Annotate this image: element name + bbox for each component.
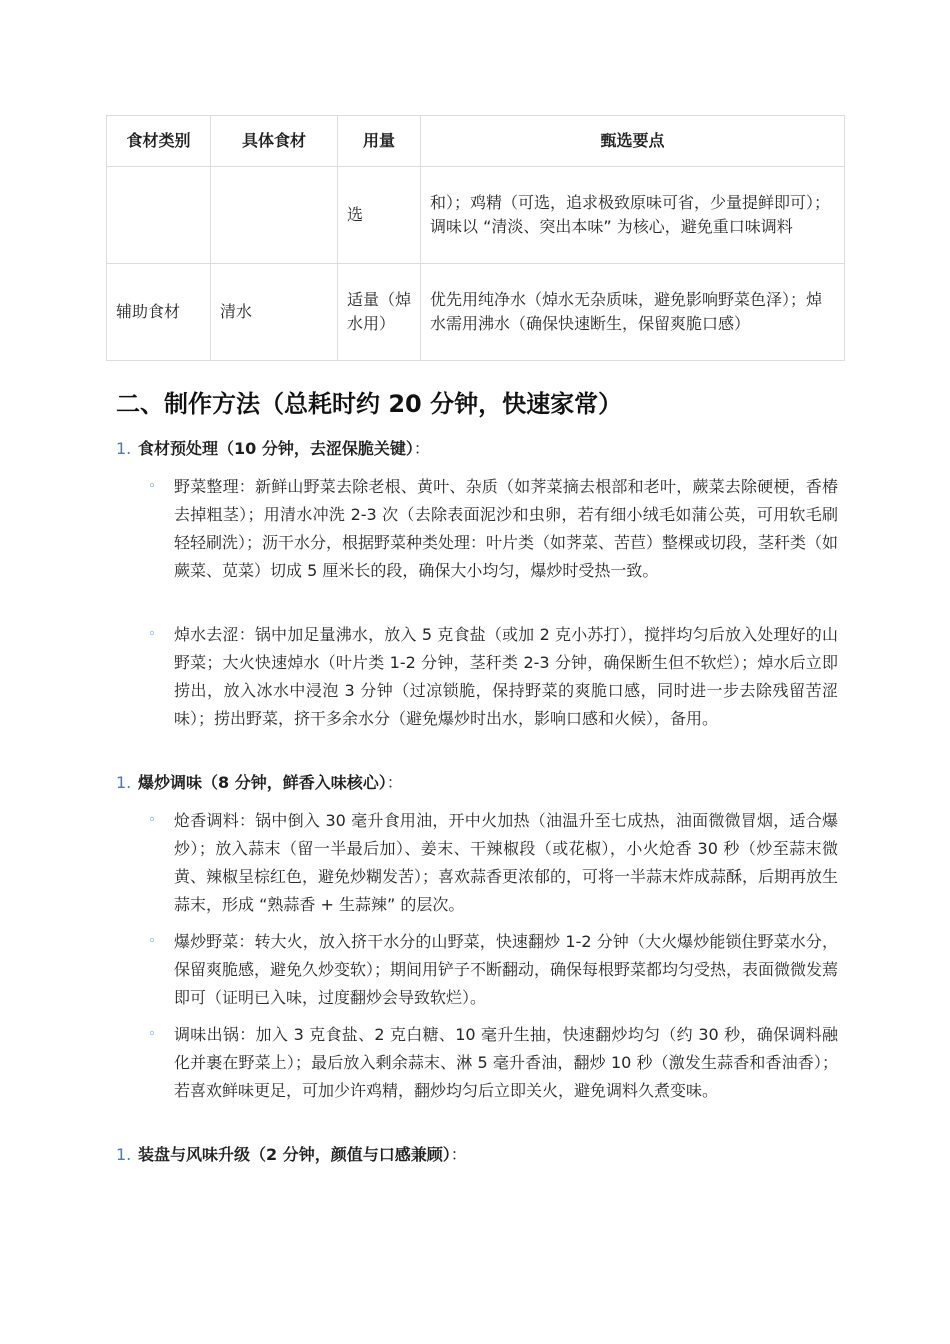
- cell-notes: 和）；鸡精（可选，追求极致原味可省，少量提鲜即可）；调味以 “清淡、突出本味” 为核心，避免重口味调料: [421, 167, 845, 264]
- cell-amount: 选: [338, 167, 421, 264]
- list-item: [148, 807, 838, 919]
- cell-item: [211, 167, 338, 264]
- circle-bullet-icon: ◦: [148, 479, 156, 494]
- step-number: 1.: [116, 773, 132, 792]
- list-item: [148, 928, 838, 1012]
- table-row: [107, 264, 845, 361]
- table-row: [107, 167, 845, 264]
- step-heading: [116, 1143, 467, 1167]
- step-colon: ：: [413, 439, 430, 458]
- header-notes: 甄选要点: [421, 116, 845, 167]
- circle-bullet-icon: ◦: [148, 627, 156, 642]
- cell-category: [107, 167, 211, 264]
- step-number: 1.: [116, 439, 132, 458]
- header-category: 食材类别: [107, 116, 211, 167]
- circle-bullet-icon: ◦: [148, 813, 156, 828]
- list-item-text: 爆炒野菜：转大火，放入挤干水分的山野菜，快速翻炒 1-2 分钟（大火爆炒能锁住野菜水分，保留爽脆感，避免久炒变软）；期间用铲子不断翻动，确保每根野菜都均匀受热，表面微微发蔫即可（证明已入味，过度翻炒会导致软烂）。: [174, 932, 839, 1007]
- list-item-text: 调味出锅：加入 3 克食盐、2 克白糖、10 毫升生抽，快速翻炒均匀（约 30 秒，确保调料融化并裹在野菜上）；最后放入剩余蒜末、淋 5 毫升香油，翻炒 10 秒（激发生蒜香和香油香）；若喜欢鲜味更足，可加少许鸡精，翻炒均匀后立即关火，避免调料久煮变味。: [174, 1025, 838, 1100]
- step-colon: ：: [450, 1145, 467, 1164]
- step-heading: [116, 771, 403, 795]
- step-number: 1.: [116, 1145, 132, 1164]
- header-amount: 用量: [338, 116, 421, 167]
- cell-category: 辅助食材: [107, 264, 211, 361]
- list-item-text: 炝香调料：锅中倒入 30 毫升食用油，开中火加热（油温升至七成热，油面微微冒烟，适合爆炒）；放入蒜末（留一半最后加）、姜末、干辣椒段（或花椒），小火炝香 30 秒（炒至蒜末微黄、辣椒呈棕红色，避免炒糊发苦）；喜欢蒜香更浓郁的，可将一半蒜末炸成蒜酥，后期再放生蒜末，形成 “熟蒜香 + 生蒜辣” 的层次。: [174, 811, 839, 914]
- step-title: 爆炒调味（8 分钟，鲜香入味核心）: [138, 773, 387, 792]
- circle-bullet-icon: ◦: [148, 1027, 156, 1042]
- cell-item: 清水: [211, 264, 338, 361]
- cell-amount: 适量（焯水用）: [338, 264, 421, 361]
- list-item-text: 野菜整理：新鲜山野菜去除老根、黄叶、杂质（如荠菜摘去根部和老叶，蕨菜去除硬梗，香椿去掉粗茎）；用清水冲洗 2-3 次（去除表面泥沙和虫卵，若有细小绒毛如蒲公英，可用软毛刷轻轻刷洗）；沥干水分，根据野菜种类处理：叶片类（如荠菜、苦苣）整棵或切段，茎秆类（如蕨菜、苋菜）切成 5 厘米长的段，确保大小均匀，爆炒时受热一致。: [174, 477, 839, 580]
- cell-notes: 优先用纯净水（焯水无杂质味，避免影响野菜色泽）；焯水需用沸水（确保快速断生，保留爽脆口感）: [421, 264, 845, 361]
- ingredients-table: [106, 115, 845, 361]
- step-title: 食材预处理（10 分钟，去涩保脆关键）: [138, 439, 414, 458]
- step-colon: ：: [386, 773, 403, 792]
- table-header-row: [107, 116, 845, 167]
- step-title: 装盘与风味升级（2 分钟，颜值与口感兼顾）: [138, 1145, 451, 1164]
- list-item: [148, 1021, 838, 1105]
- list-item: [148, 621, 838, 733]
- header-item: 具体食材: [211, 116, 338, 167]
- circle-bullet-icon: ◦: [148, 934, 156, 949]
- list-item: [148, 473, 838, 585]
- step-heading: [116, 437, 430, 461]
- list-item-text: 焯水去涩：锅中加足量沸水，放入 5 克食盐（或加 2 克小苏打），搅拌均匀后放入处理好的山野菜；大火快速焯水（叶片类 1-2 分钟，茎秆类 2-3 分钟，确保断生但不软烂）；焯水后立即捞出，放入冰水中浸泡 3 分钟（过凉锁脆，保持野菜的爽脆口感，同时进一步去除残留苦涩味）；捞出野菜，挤干多余水分（避免爆炒时出水，影响口感和火候），备用。: [174, 625, 838, 728]
- section-title: 二、制作方法（总耗时约 20 分钟，快速家常）: [116, 390, 623, 418]
